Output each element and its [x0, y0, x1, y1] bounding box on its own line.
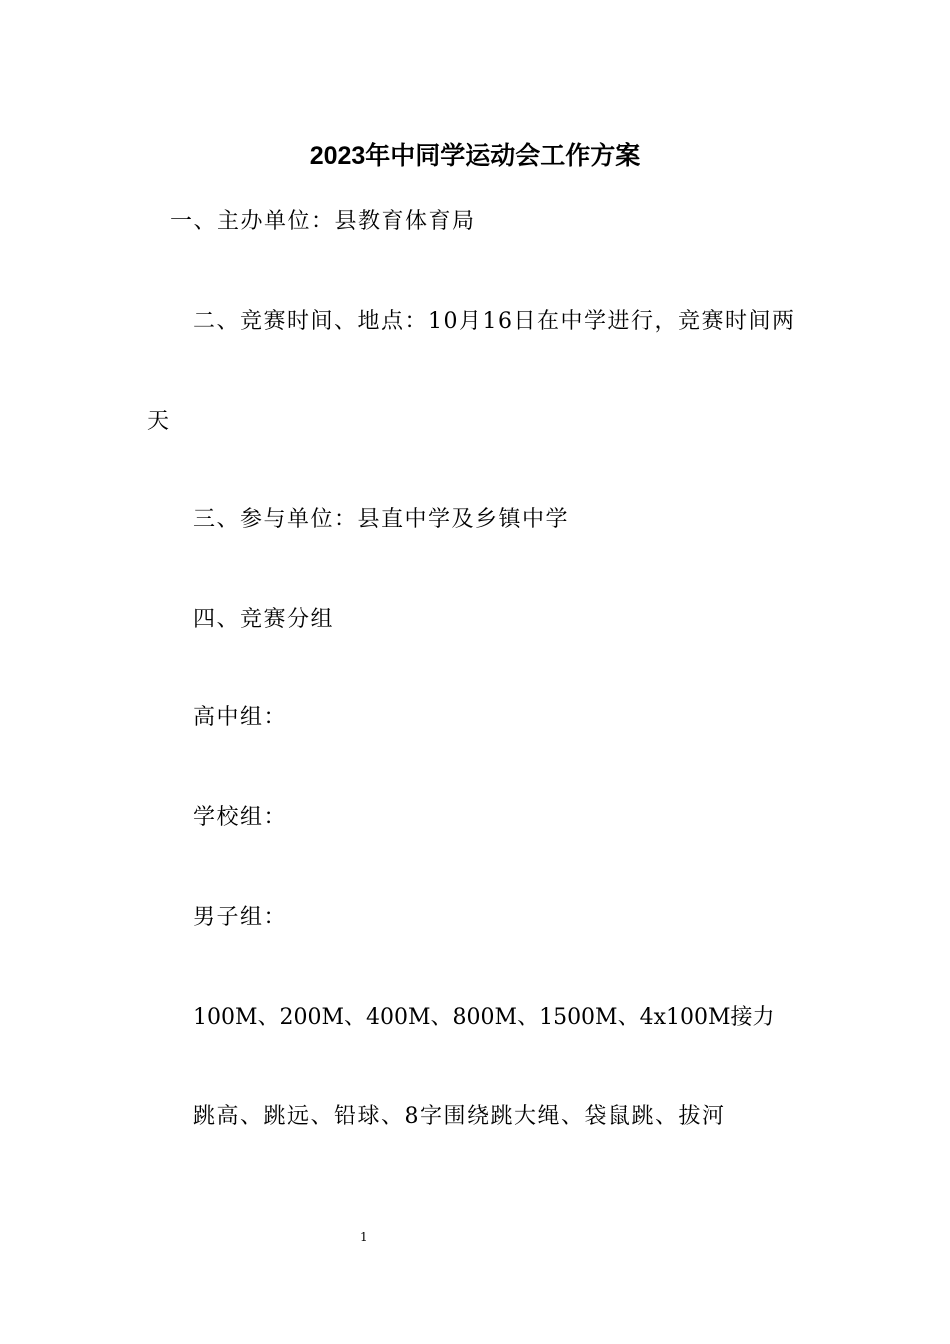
paragraph-male-group: 男子组： [193, 905, 288, 930]
paragraph-participants: 三、参与单位：县直中学及乡镇中学 [193, 507, 570, 532]
paragraph-groups: 四、竞赛分组 [193, 607, 335, 632]
document-title: 2023年中同学运动会工作方案 [309, 142, 641, 170]
paragraph-high-school-group: 高中组： [193, 705, 288, 730]
paragraph-school-group: 学校组： [193, 805, 288, 830]
paragraph-time-location: 二、竞赛时间、地点：10月16日在中学进行，竞赛时间两 [193, 309, 796, 334]
page-number: 1 [360, 1230, 368, 1244]
paragraph-field-events: 跳高、跳远、铅球、8字围绕跳大绳、袋鼠跳、拔河 [193, 1104, 726, 1129]
paragraph-track-events: 100M、200M、400M、800M、1500M、4x100M接力 [193, 1005, 775, 1030]
paragraph-time-location-cont: 天 [147, 409, 171, 434]
paragraph-organizer: 一、主办单位：县教育体育局 [170, 209, 476, 234]
